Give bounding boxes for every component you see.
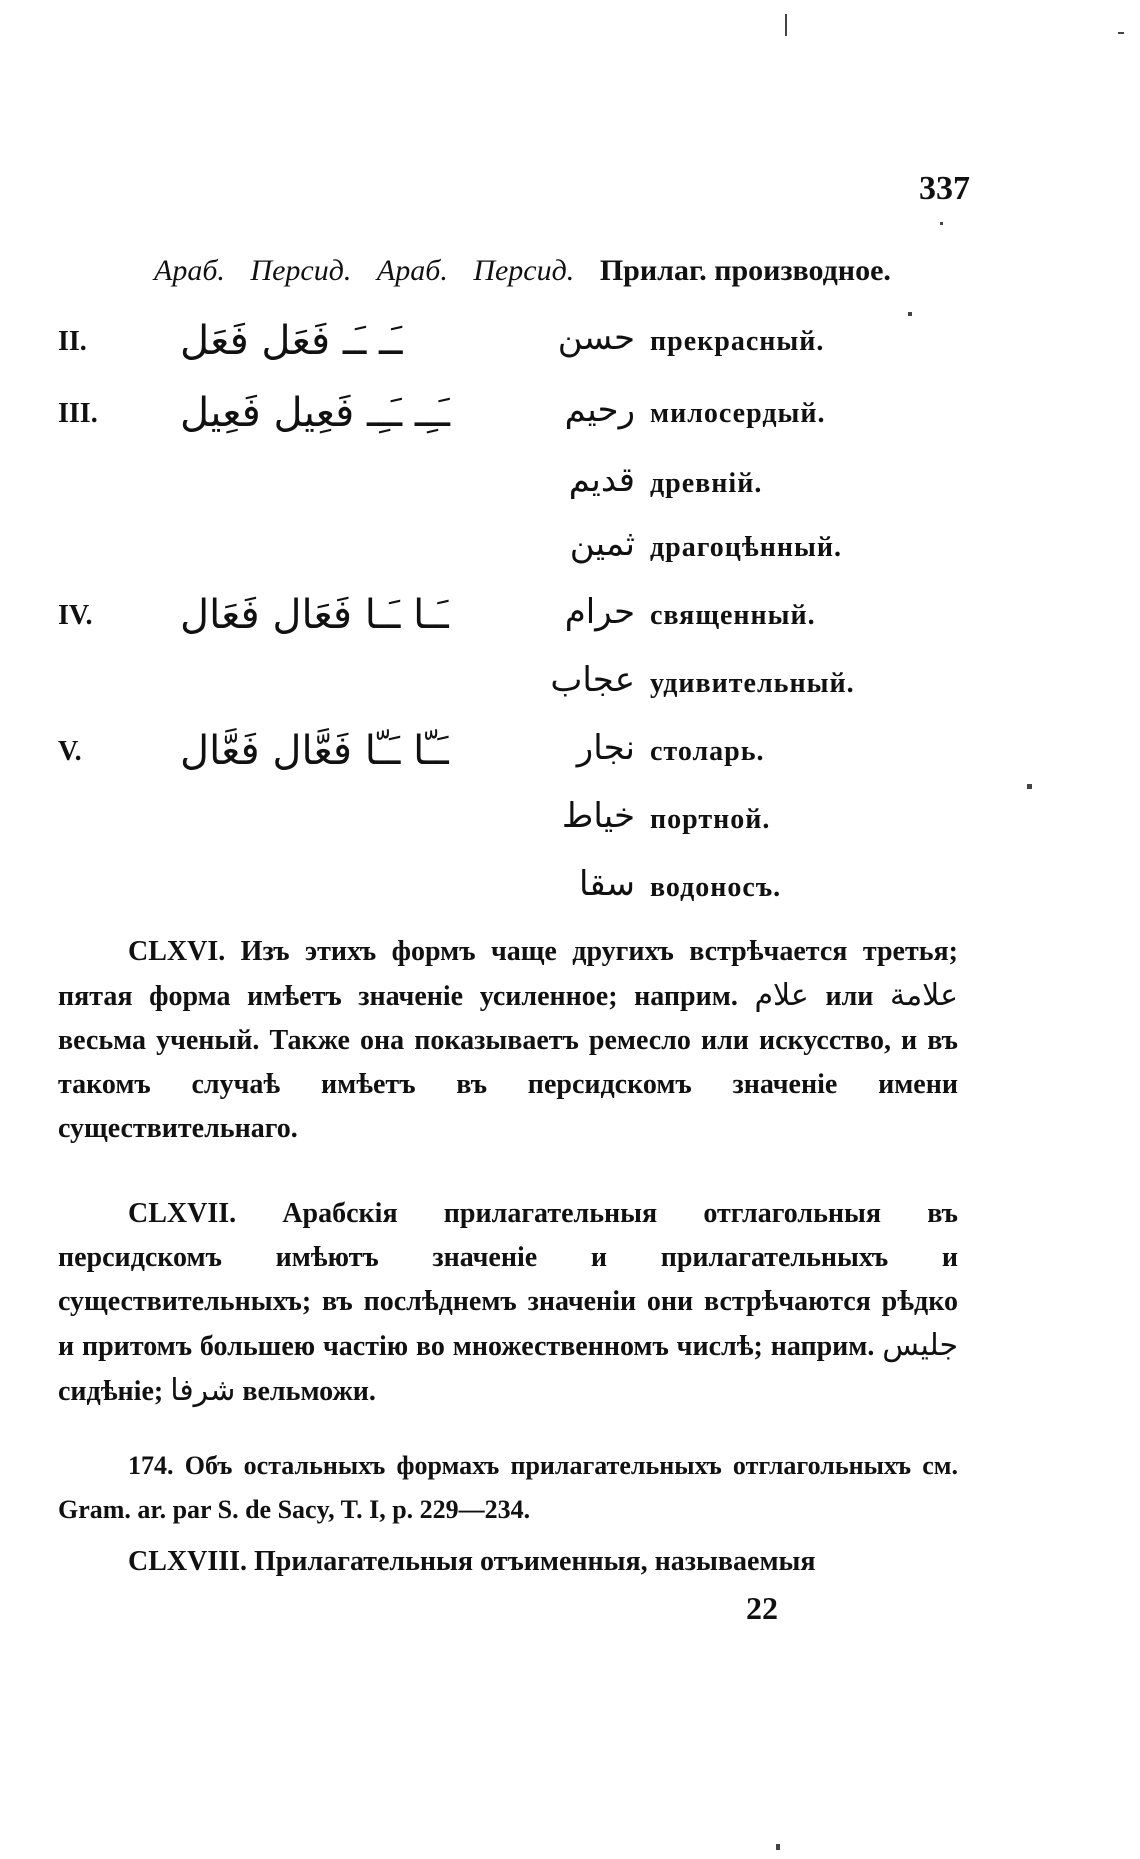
example-meaning: священный. xyxy=(650,600,816,631)
paragraph-text: сидѣніе; xyxy=(58,1376,164,1407)
arabic-inline: شرفا xyxy=(170,1373,236,1408)
paragraph-text: весьма ученый. Также она показываетъ ремесло или искусство, и въ такомъ случаѣ имѣетъ въ персидскомъ значеніе имени существительнаго. xyxy=(58,1025,958,1144)
example-meaning: водоносъ. xyxy=(650,872,782,903)
paragraph-text: Арабскія прилагательныя отглагольныя въ персидскомъ имѣютъ значеніе и прилагательныхъ и существительныхъ; въ послѣднемъ значеніи они встрѣчаются рѣдко и притомъ большею частію во множественномъ числѣ; наприм. xyxy=(58,1198,958,1362)
paragraph-text: вельможи. xyxy=(242,1376,376,1407)
form-roman-numeral: V. xyxy=(58,736,82,767)
table-header xyxy=(154,254,891,288)
arabic-example: حرام xyxy=(564,592,635,632)
arabic-inline: علام xyxy=(754,978,809,1013)
example-meaning: драгоцѣнный. xyxy=(650,532,842,563)
header-persian-1: Персид. xyxy=(250,254,352,287)
paragraph-text: Изъ этихъ формъ чаще другихъ встрѣчается третья; пятая форма имѣетъ значеніе усиленное; наприм. xyxy=(58,936,959,1012)
example-meaning: столарь. xyxy=(650,736,765,767)
arabic-example: خياط xyxy=(561,796,635,836)
section-label: 174. xyxy=(128,1451,174,1480)
example-meaning: милосердый. xyxy=(650,398,826,429)
form-row xyxy=(0,864,1140,924)
form-row xyxy=(0,728,1140,788)
paragraph-174 xyxy=(58,1444,958,1532)
form-row xyxy=(0,318,1140,378)
header-arab-1: Араб. xyxy=(154,254,225,287)
form-patterns: ـَـا ـَـا فَعَال فَعَال xyxy=(180,592,449,638)
paragraph-text: Объ остальныхъ формахъ прилагательныхъ отглагольныхъ см. Gram. ar. par S. de Sacy, T. I, p. 229—234. xyxy=(58,1451,958,1524)
paragraph-clxvi xyxy=(58,930,958,1151)
paragraph-clxvii xyxy=(58,1192,958,1414)
form-row xyxy=(0,660,1140,720)
example-meaning: прекрасный. xyxy=(650,326,825,357)
form-roman-numeral: III. xyxy=(58,398,98,429)
scan-mark xyxy=(785,14,787,36)
section-label: CLXVIII. xyxy=(128,1546,248,1577)
scan-mark xyxy=(1027,784,1032,789)
arabic-example: نجار xyxy=(576,728,635,768)
section-label: CLXVI. xyxy=(128,936,226,967)
scan-mark xyxy=(908,312,912,316)
form-patterns: ـَـِـ ـَـِـ فَعِيل فَعِيل xyxy=(180,390,451,436)
header-adjective: Прилаг. производное. xyxy=(599,254,891,287)
header-persian-2: Персид. xyxy=(473,254,575,287)
form-row xyxy=(0,524,1140,584)
form-patterns: ـَـّا ـَـّا فَعَّال فَعَّال xyxy=(180,728,449,774)
scan-mark xyxy=(1118,32,1124,34)
form-patterns: ـَـ ـَـ فَعَل فَعَل xyxy=(180,318,403,364)
header-arab-2: Араб. xyxy=(376,254,448,287)
arabic-example: سقا xyxy=(578,864,635,904)
example-meaning: портной. xyxy=(650,804,771,835)
page-number: 337 xyxy=(919,170,970,207)
section-label: CLXVII. xyxy=(128,1198,237,1229)
form-roman-numeral: IV. xyxy=(58,600,93,631)
arabic-example: عجاب xyxy=(550,660,635,700)
example-meaning: удивительный. xyxy=(650,668,855,699)
form-roman-numeral: II. xyxy=(58,326,87,357)
paragraph-text: или xyxy=(825,981,874,1012)
form-row xyxy=(0,460,1140,520)
arabic-inline: جليس xyxy=(882,1328,958,1363)
signature-mark: 22 xyxy=(746,1590,778,1626)
form-row xyxy=(0,796,1140,856)
arabic-inline: علامة xyxy=(890,978,958,1013)
paragraph-clxviii xyxy=(58,1540,958,1584)
arabic-example: رحيم xyxy=(564,390,635,430)
scan-mark xyxy=(940,222,943,225)
scan-mark xyxy=(776,1844,780,1850)
paragraph-text: Прилагательныя отъименныя, называемыя xyxy=(254,1546,816,1577)
arabic-example: ثمين xyxy=(569,524,635,564)
arabic-example: حسن xyxy=(557,318,635,358)
example-meaning: древній. xyxy=(650,468,763,499)
form-row xyxy=(0,390,1140,450)
arabic-example: قديم xyxy=(568,460,635,500)
form-row xyxy=(0,592,1140,652)
